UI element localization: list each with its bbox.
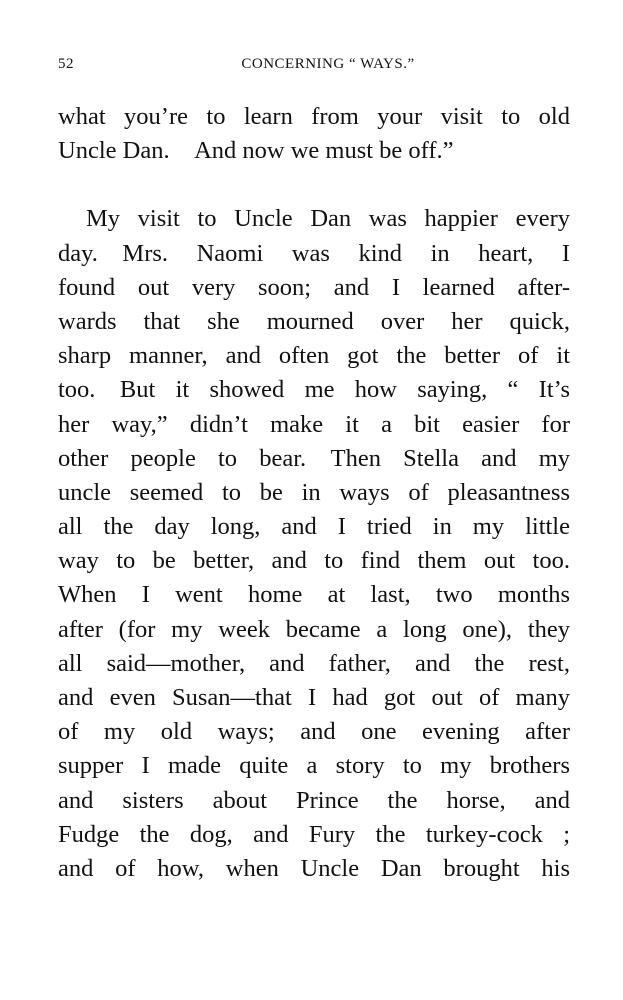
text-line: My visit to Uncle Dan was happier every [86, 205, 570, 233]
text-line: found out very soon; and I learned after- [58, 273, 570, 301]
running-head [58, 56, 568, 78]
text-line: wards that she mourned over her quick, [58, 307, 570, 335]
body-text [58, 100, 570, 886]
text-line: after (for my week became a long one), they [58, 615, 570, 643]
page-number: 52 [58, 56, 74, 72]
paragraph-gap [58, 168, 570, 202]
text-line: what you’re to learn from your visit to old [58, 103, 570, 130]
text-line: and even Susan—that I had got out of many [58, 684, 570, 711]
text-line: Uncle Dan. And now we must be off.” [58, 137, 454, 165]
text-line: When I went home at last, two months [58, 581, 570, 609]
running-title: CONCERNING “ WAYS.” [241, 56, 415, 72]
text-line: sharp manner, and often got the better of it [58, 342, 570, 370]
text-line: other people to bear. Then Stella and my [58, 444, 570, 472]
text-line: of my old ways; and one evening after [58, 718, 570, 746]
paragraph-continued [58, 100, 570, 168]
text-line: all the day long, and I tried in my little [58, 513, 570, 541]
text-line: her way,” didn’t make it a bit easier for [58, 410, 570, 438]
text-line: day. Mrs. Naomi was kind in heart, I [58, 239, 570, 267]
text-line: and of how, when Uncle Dan brought his [58, 854, 570, 882]
text-line: too. But it showed me how saying, “ It’s [58, 376, 570, 404]
text-line: Fudge the dog, and Fury the turkey-cock ; [58, 820, 570, 848]
text-line: supper I made quite a story to my brothers [58, 752, 570, 780]
text-line: all said—mother, and father, and the rest, [58, 649, 570, 677]
text-line: way to be better, and to find them out too. [58, 547, 570, 575]
paragraph [58, 202, 570, 886]
text-line: and sisters about Prince the horse, and [58, 786, 570, 814]
text-line: uncle seemed to be in ways of pleasantness [58, 478, 570, 506]
